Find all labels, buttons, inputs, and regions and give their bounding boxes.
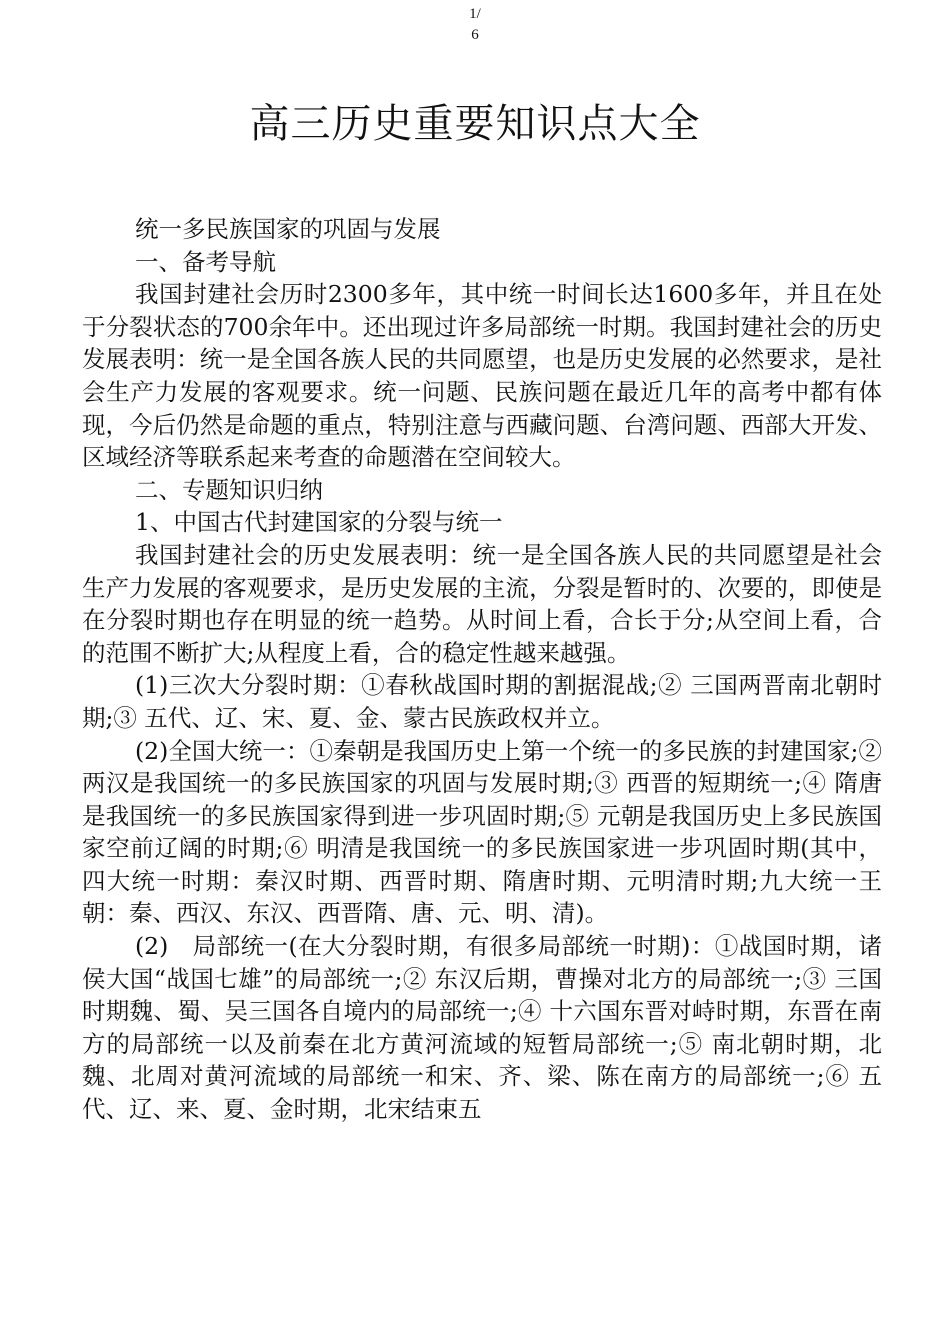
subsection-heading-knowledge: 二、专题知识归纳 (135, 475, 323, 504)
paragraph-division-periods: (1)三次大分裂时期：①春秋战国时期的割据混战;② 三国两晋南北朝时期;③ 五代、辽、宋、夏、金、蒙古民族政权并立。 (82, 671, 882, 732)
document-body (82, 213, 882, 1126)
paragraph-local-unification: (2) 局部统一(在大分裂时期，有很多局部统一时期)：①战国时期，诸侯大国“战国七雄”的局部统一;② 东汉后期，曹操对北方的局部统一;③ 三国时期魏、蜀、吴三国各自境内的局部统一;④ 十六国东晋对峙时期，东晋在南方的局部统一以及前秦在北方黄河流域的短暂局部统一;⑤ 南北朝时期，北魏、北周对黄河流域的局部统一和宋、齐、梁、陈在南方的局部统一;⑥ 五代、辽、来、夏、金时期，北宋结束五 (82, 932, 882, 1124)
topic-heading: 1、中国古代封建国家的分裂与统一 (135, 508, 503, 537)
subsection-heading-guide: 一、备考导航 (135, 247, 276, 276)
paragraph-great-unification: (2)全国大统一：①秦朝是我国历史上第一个统一的多民族的封建国家;② 两汉是我国统一的多民族国家的巩固与发展时期;③ 西晋的短期统一;④ 隋唐是我国统一的多民族国家得到进一步巩固时期;⑤ 元朝是我国历史上多民族国家空前辽阔的时期;⑥ 明清是我国统一的多民族国家进一步巩固时期(其中，四大统一时期：秦汉时期、西晋时期、隋唐时期、元明清时期;九大统一王朝：秦、西汉、东汉、西晋隋、唐、元、明、清)。 (82, 736, 882, 928)
paragraph-intro: 我国封建社会历时2300多年，其中统一时间长达1600多年，并且在处于分裂状态的700余年中。还出现过许多局部统一时期。我国封建社会的历史发展表明：统一是全国各族人民的共同愿望，也是历史发展的必然要求，是社会生产力发展的客观要求。统一问题、民族问题在最近几年的高考中都有体现，今后仍然是命题的重点，特别注意与西藏问题、台湾问题、西部大开发、区域经济等联系起来考查的命题潜在空间较大。 (82, 280, 882, 472)
section-heading: 统一多民族国家的巩固与发展 (135, 215, 441, 243)
page-number-total: 6 (471, 27, 479, 43)
page-number-current: 1/ (469, 6, 481, 22)
paragraph-unity: 我国封建社会的历史发展表明：统一是全国各族人民的共同愿望是社会生产力发展的客观要求，是历史发展的主流，分裂是暂时的、次要的，即使是在分裂时期也存在明显的统一趋势。从时间上看，合长于分;从空间上看，合的范围不断扩大;从程度上看，合的稳定性越来越强。 (82, 540, 882, 667)
document-title: 高三历史重要知识点大全 (249, 101, 701, 147)
page-number (0, 4, 950, 46)
